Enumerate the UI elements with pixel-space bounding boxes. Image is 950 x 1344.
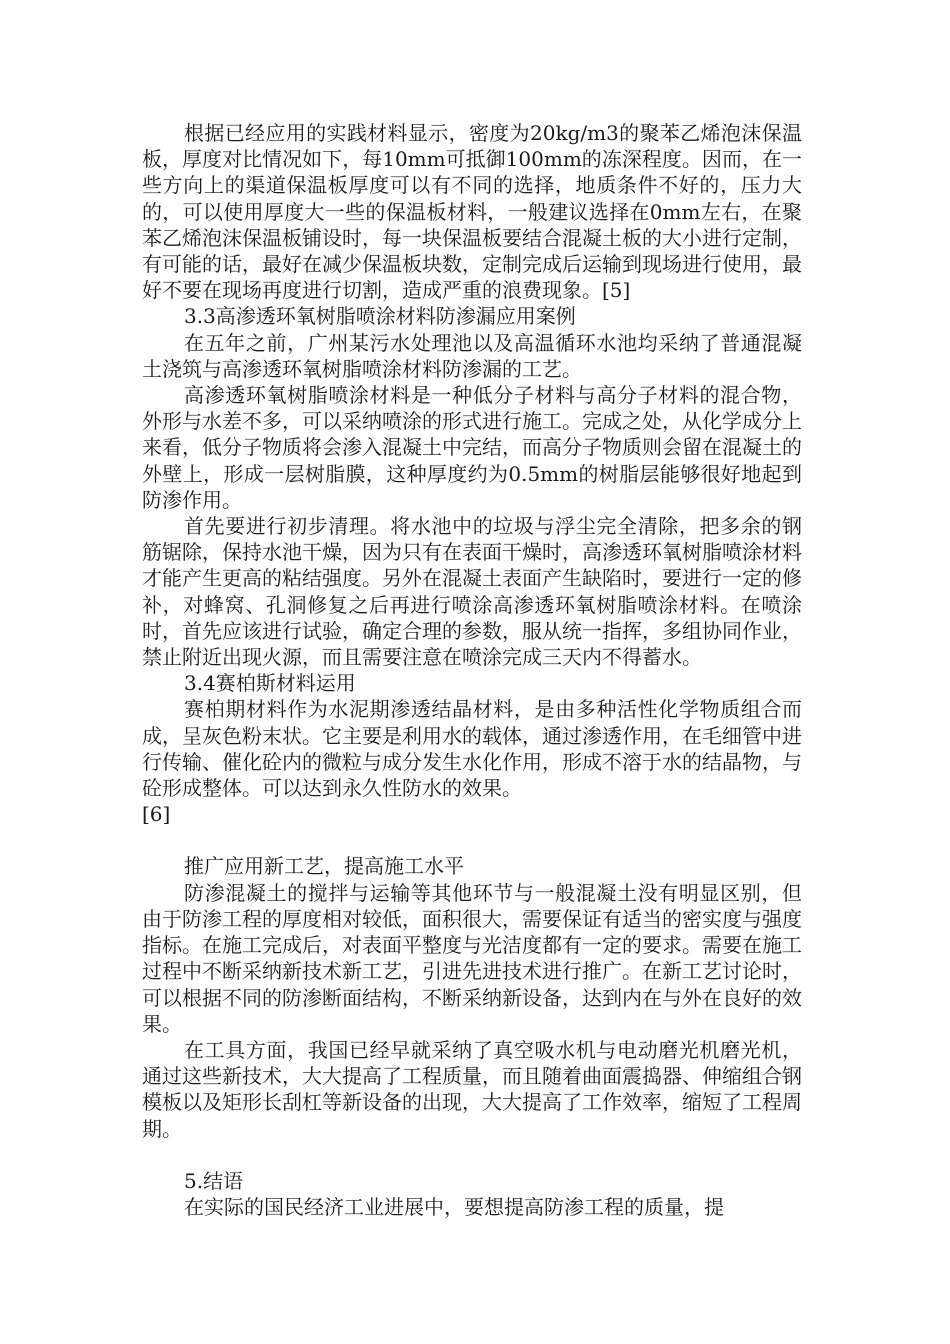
section-heading-5: 5.结语 <box>184 1168 244 1193</box>
section-heading-3-3: 3.3高渗透环氧树脂喷涂材料防渗漏应用案例 <box>184 304 576 329</box>
paragraph-tools: 在工具方面，我国已经早就采纳了真空吸水机与电动磨光机磨光机，通过这些新技术，大大提高了工程质量，而且随着曲面震捣器、伸缩组合钢模板以及矩形长刮杠等新设备的出现，大大提高了工作效率，缩短了工程周期。 <box>142 1037 802 1141</box>
document-body <box>142 120 802 1220</box>
blank-line <box>142 1142 802 1168</box>
paragraph-insulation-board: 根据已经应用的实践材料显示，密度为20kg/m3的聚苯乙烯泡沫保温板，厚度对比情况如下，每10mm可抵御100mm的冻深程度。因而，在一些方向上的渠道保温板厚度可以有不同的选择，地质条件不好的，压力大的，可以使用厚度大一些的保温板材料，一般建议选择在0mm左右，在聚苯乙烯泡沫保温板铺设时，每一块保温板要结合混凝土板的大小进行定制，有可能的话，最好在减少保温板块数，定制完成后运输到现场进行使用，最好不要在现场再度进行切割，造成严重的浪费现象。[5] <box>142 121 802 303</box>
blank-line <box>142 827 802 853</box>
paragraph-mixing-transport: 防渗混凝土的搅拌与运输等其他环节与一般混凝土没有明显区别，但由于防渗工程的厚度相对较低，面积很大，需要保证有适当的密实度与强度指标。在施工完成后，对表面平整度与光洁度都有一定的要求。需要在施工过程中不断采纳新技术新工艺，引进先进技术进行推广。在新工艺讨论时，可以根据不同的防渗断面结构，不断采纳新设备，达到内在与外在良好的效果。 <box>142 880 802 1036</box>
paragraph-guangzhou-case: 在五年之前，广州某污水处理池以及高温循环水池均采纳了普通混凝土浇筑与高渗透环氧树脂喷涂材料防渗漏的工艺。 <box>142 330 802 381</box>
section-heading-3-4: 3.4赛柏斯材料运用 <box>184 671 356 696</box>
paragraph-cleaning-steps: 首先要进行初步清理。将水池中的垃圾与浮尘完全清除，把多余的钢筋锯除，保持水池干燥，因为只有在表面干燥时，高渗透环氧树脂喷涂材料才能产生更高的粘结强度。另外在混凝土表面产生缺陷时，要进行一定的修补，对蜂窝、孔洞修复之后再进行喷涂高渗透环氧树脂喷涂材料。在喷涂时，首先应该进行试验，确定合理的参数，服从统一指挥，多组协同作业，禁止附近出现火源，而且需要注意在喷涂完成三天内不得蓄水。 <box>142 514 802 670</box>
paragraph-conclusion: 在实际的国民经济工业进展中，要想提高防渗工程的质量，提 <box>184 1194 724 1219</box>
paragraph-xypex-material: 赛柏期材料作为水泥期渗透结晶材料，是由多种活性化学物质组合而成，呈灰色粉末状。它主要是利用水的载体，通过渗透作用，在毛细管中进行传输、催化砼内的微粒与成分发生水化作用，形成不溶于水的结晶物，与砼形成整体。可以达到永久性防水的效果。 <box>142 697 802 801</box>
reference-marker: [6] <box>142 802 171 827</box>
paragraph-epoxy-material: 高渗透环氧树脂喷涂材料是一种低分子材料与高分子材料的混合物，外形与水差不多，可以采纳喷涂的形式进行施工。完成之处，从化学成分上来看，低分子物质将会渗入混凝土中完结，而高分子物质则会留在混凝土的外壁上，形成一层树脂膜，这种厚度约为0.5mm的树脂层能够很好地起到防渗作用。 <box>142 383 802 512</box>
section-heading-4: 推广应用新工艺，提高施工水平 <box>184 854 464 879</box>
